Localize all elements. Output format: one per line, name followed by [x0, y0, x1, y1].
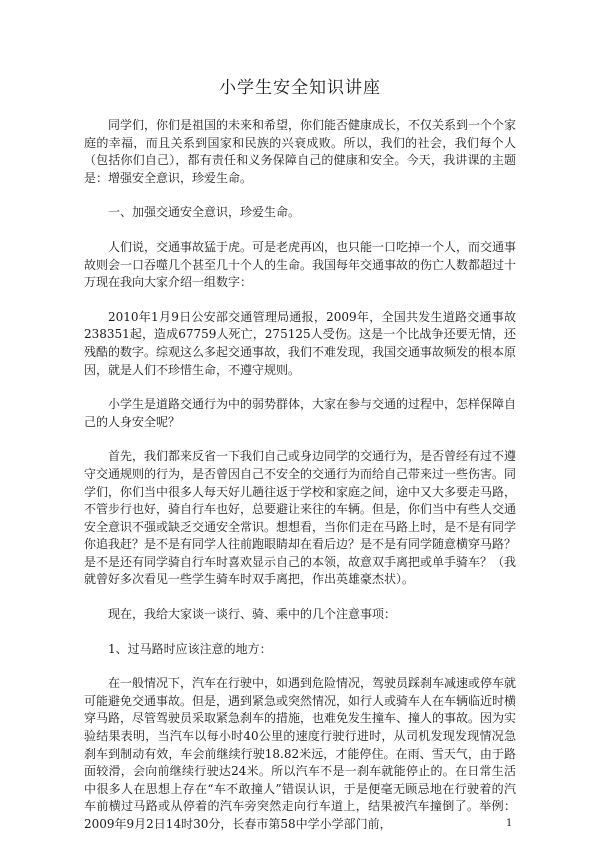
- section-heading-traffic: 一、加强交通安全意识，珍爱生命。: [108, 205, 301, 220]
- paragraph-self-reflection: 首先，我们都来反省一下我们自己或身边同学的交通行为，是否曾经有过不遵守交通规则的行为，是否曾因自己不安全的交通行为而给自己带来过一些伤害。同学们，你们当中很多人每天好儿趟往返于学校和家庭之间，途中又大多要走马路，不管步行也好，骑自行车也好，总要避让来往的车辆。但是，你们当中有些人交通安全意识不强或缺乏交通安全常识。想想看，当你们走在马路上时，是不是有同学你追我赶？是不是有同学人往前跑眼睛却在看后边？是不是有同学随意横穿马路？是不是还有同学骑自行车时喜欢显示自己的本领，故意双手离把或单手骑车？（我就曾好多次看见一些学生骑车时双手离把，作出英雄豪杰状）。: [84, 449, 517, 587]
- paragraph-statistics: 2010年1月9日公安部交通管理局通报，2009年，全国共发生道路交通事故238351起，造成67759人死亡，275125人受伤。这是一个比战争还要无情，还残酷的数字。综观这么多起交通事故，我们不难发现，我国交通事故频发的根本原因，就是人们不珍惜生命，不遵守规则。: [84, 309, 517, 377]
- paragraph-traffic-danger: 人们说，交通事故猛于虎。可是老虎再凶，也只能一口吃掉一个人，而交通事故则会一口吞噬几个甚至几十个人的生命。我国每年交通事故的伤亡人数都超过十万现在我向大家介绍一组数字：: [84, 239, 517, 290]
- paragraph-vulnerable-group: 小学生是道路交通行为中的弱势群体，大家在参与交通的过程中，怎样保障自己的人身安全呢？: [84, 397, 517, 429]
- paragraph-braking-distance: 在一般情况下，汽车在行驶中，如遇到危险情况，驾驶员踩刹车减速或停车就可能避免交通事故。但是，遇到紧急或突然情况，如行人或骑车人在车辆临近时横穿马路，尽管驾驶员采取紧急刹车的措施，也难免发生撞车、撞人的事故。因为实验结果表明，当汽车以每小时40公里的速度行驶行进时，从司机发现发现情况急刹车到制动有效，车会前继续行驶18.82米远，才能停住。在雨、雪天气，由于路面较滑，会向前继续行驶达24米。所以汽车不是一刹车就能停止的。在日常生活中很多人在思想上存在“车不敢撞人”错误认识，于是便毫无顾忌地在行驶着的汽车前横过马路或从停着的汽车旁突然走向行车道上，结果被汽车撞倒了。举例：2009年9月2日14时30分，长春市第58中学小学部门前，: [84, 676, 517, 831]
- document-title: 小学生安全知识讲座: [219, 78, 381, 98]
- document-body: [84, 117, 516, 851]
- paragraph-notices-intro: 现在，我给大家谈一谈行、骑、乘中的几个注意事项：: [108, 607, 397, 622]
- subheading-crossing-road: 1、过马路时应该注意的地方：: [108, 641, 272, 656]
- page-number: 1: [506, 818, 513, 829]
- paragraph-intro: 同学们，你们是祖国的未来和希望，你们能否健康成长，不仅关系到一个个家庭的幸福，而且关系到国家和民族的兴衰成败。所以，我们的社会，我们每个人（包括你们自己），都有责任和义务保障自己的健康和安全。今天，我讲课的主题是：增强安全意识，珍爱生命。: [84, 118, 517, 185]
